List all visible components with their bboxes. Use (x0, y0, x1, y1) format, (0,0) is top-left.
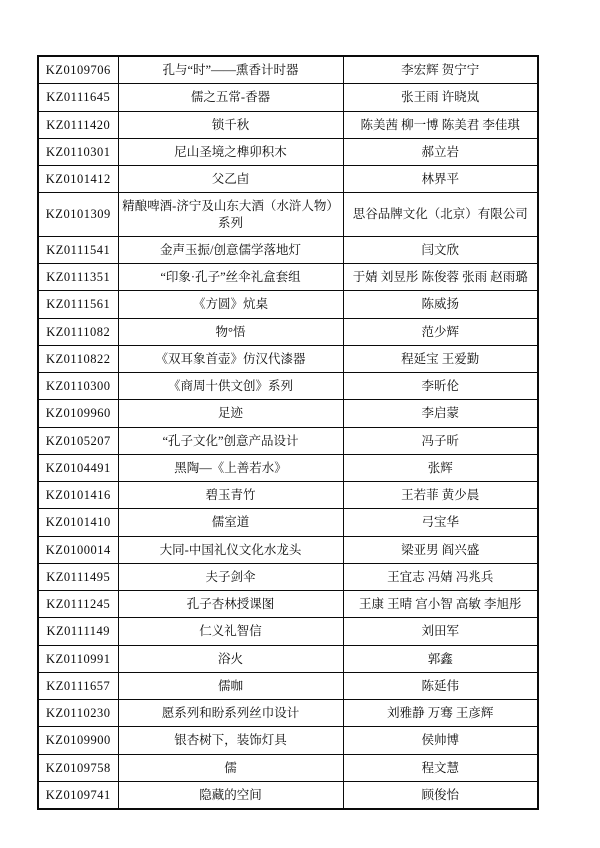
table-row (38, 672, 538, 699)
entry-id-cell: KZ0111420 (38, 111, 118, 138)
entry-authors-cell: 李启蒙 (343, 400, 538, 427)
table-row (38, 427, 538, 454)
table-row (38, 754, 538, 781)
table-row (38, 236, 538, 263)
entry-id-cell: KZ0109758 (38, 754, 118, 781)
entry-id-cell: KZ0111351 (38, 264, 118, 291)
entry-authors-cell: 梁亚男 阎兴盛 (343, 536, 538, 563)
entry-title-cell: 碧玉青竹 (118, 482, 343, 509)
entry-id-cell: KZ0111245 (38, 591, 118, 618)
entry-authors-cell: 陈美茜 柳一博 陈美君 李佳琪 (343, 111, 538, 138)
entry-authors-cell: 林界平 (343, 166, 538, 193)
entry-id-cell: KZ0111495 (38, 563, 118, 590)
entry-authors-cell: 弓宝华 (343, 509, 538, 536)
entry-title-cell: 儒之五常-香器 (118, 84, 343, 111)
entry-title-cell: 足迹 (118, 400, 343, 427)
entry-id-cell: KZ0111561 (38, 291, 118, 318)
entry-id-cell: KZ0101309 (38, 193, 118, 237)
entry-authors-cell: 冯子昕 (343, 427, 538, 454)
entry-id-cell: KZ0109900 (38, 727, 118, 754)
entry-title-cell: 孔子杏林授课图 (118, 591, 343, 618)
table-row (38, 454, 538, 481)
entry-id-cell: KZ0111082 (38, 318, 118, 345)
entry-authors-cell: 程延宝 王爱勤 (343, 345, 538, 372)
entry-authors-cell: 王宜志 冯婧 冯兆兵 (343, 563, 538, 590)
table-row (38, 482, 538, 509)
table-row (38, 536, 538, 563)
entry-title-cell: 物°悟 (118, 318, 343, 345)
entry-id-cell: KZ0109706 (38, 56, 118, 84)
entry-title-cell: 孔与“时”——熏香计时器 (118, 56, 343, 84)
entry-authors-cell: 陈延伟 (343, 672, 538, 699)
entry-authors-cell: 于婧 刘昱彤 陈俊蓉 张雨 赵雨璐 (343, 264, 538, 291)
entry-title-cell: 儒咖 (118, 672, 343, 699)
entry-authors-cell: 王若菲 黄少晨 (343, 482, 538, 509)
table-row (38, 373, 538, 400)
entry-title-cell: 《方圆》炕桌 (118, 291, 343, 318)
table-row (38, 56, 538, 84)
entry-title-cell: 精酿啤酒-济宁及山东大酒（水浒人物）系列 (118, 193, 343, 237)
entry-title-cell: 父乙卣 (118, 166, 343, 193)
table-row (38, 111, 538, 138)
entry-id-cell: KZ0111541 (38, 236, 118, 263)
entry-authors-cell: 陈威扬 (343, 291, 538, 318)
entry-id-cell: KZ0109741 (38, 781, 118, 809)
table-row (38, 618, 538, 645)
table-row (38, 781, 538, 809)
entry-title-cell: 仁义礼智信 (118, 618, 343, 645)
entry-id-cell: KZ0101412 (38, 166, 118, 193)
entry-authors-cell: 侯帅博 (343, 727, 538, 754)
entry-title-cell: “印象·孔子”丝伞礼盒套组 (118, 264, 343, 291)
entry-authors-cell: 王康 王晴 宫小智 高敏 李旭彤 (343, 591, 538, 618)
entry-id-cell: KZ0101416 (38, 482, 118, 509)
entry-id-cell: KZ0104491 (38, 454, 118, 481)
entry-authors-cell: 刘雅静 万骞 王彦辉 (343, 700, 538, 727)
entry-title-cell: 愿系列和盼系列丝巾设计 (118, 700, 343, 727)
entry-title-cell: 黑陶—《上善若水》 (118, 454, 343, 481)
entry-authors-cell: 闫文欣 (343, 236, 538, 263)
table-row (38, 645, 538, 672)
entry-id-cell: KZ0110822 (38, 345, 118, 372)
entry-title-cell: 尼山圣境之榫卯积木 (118, 138, 343, 165)
table-row (38, 84, 538, 111)
table-row (38, 700, 538, 727)
entry-authors-cell: 范少辉 (343, 318, 538, 345)
entry-id-cell: KZ0109960 (38, 400, 118, 427)
entry-title-cell: 儒室道 (118, 509, 343, 536)
entry-title-cell: 大同-中国礼仪文化水龙头 (118, 536, 343, 563)
entries-table-body (38, 56, 538, 809)
entry-title-cell: 儒 (118, 754, 343, 781)
table-row (38, 509, 538, 536)
entry-id-cell: KZ0110230 (38, 700, 118, 727)
entry-authors-cell: 程文慧 (343, 754, 538, 781)
entry-id-cell: KZ0110991 (38, 645, 118, 672)
entry-authors-cell: 李宏辉 贺宁宁 (343, 56, 538, 84)
table-row (38, 345, 538, 372)
table-row (38, 563, 538, 590)
entries-table (37, 55, 539, 810)
entry-title-cell: 锁千秋 (118, 111, 343, 138)
entry-authors-cell: 郭鑫 (343, 645, 538, 672)
entry-id-cell: KZ0105207 (38, 427, 118, 454)
table-row (38, 400, 538, 427)
entry-title-cell: “孔子文化”创意产品设计 (118, 427, 343, 454)
entry-authors-cell: 张辉 (343, 454, 538, 481)
table-row (38, 318, 538, 345)
table-row (38, 264, 538, 291)
entry-title-cell: 隐藏的空间 (118, 781, 343, 809)
entry-id-cell: KZ0110300 (38, 373, 118, 400)
entry-authors-cell: 思谷品牌文化（北京）有限公司 (343, 193, 538, 237)
table-row (38, 193, 538, 237)
entry-title-cell: 银杏树下，装饰灯具 (118, 727, 343, 754)
table-row (38, 727, 538, 754)
entry-id-cell: KZ0111657 (38, 672, 118, 699)
entry-title-cell: 《商周十供文创》系列 (118, 373, 343, 400)
entry-id-cell: KZ0101410 (38, 509, 118, 536)
entry-id-cell: KZ0100014 (38, 536, 118, 563)
table-row (38, 138, 538, 165)
entry-authors-cell: 张王雨 许晓岚 (343, 84, 538, 111)
entry-id-cell: KZ0110301 (38, 138, 118, 165)
entry-title-cell: 夫子剑伞 (118, 563, 343, 590)
entry-authors-cell: 刘田军 (343, 618, 538, 645)
entry-authors-cell: 顾俊怡 (343, 781, 538, 809)
entry-title-cell: 金声玉振/创意儒学落地灯 (118, 236, 343, 263)
entry-title-cell: 《双耳象首壶》仿汉代漆器 (118, 345, 343, 372)
entry-authors-cell: 郝立岩 (343, 138, 538, 165)
table-row (38, 291, 538, 318)
table-row (38, 591, 538, 618)
entry-id-cell: KZ0111149 (38, 618, 118, 645)
entry-title-cell: 浴火 (118, 645, 343, 672)
table-row (38, 166, 538, 193)
entry-id-cell: KZ0111645 (38, 84, 118, 111)
entry-authors-cell: 李昕伦 (343, 373, 538, 400)
